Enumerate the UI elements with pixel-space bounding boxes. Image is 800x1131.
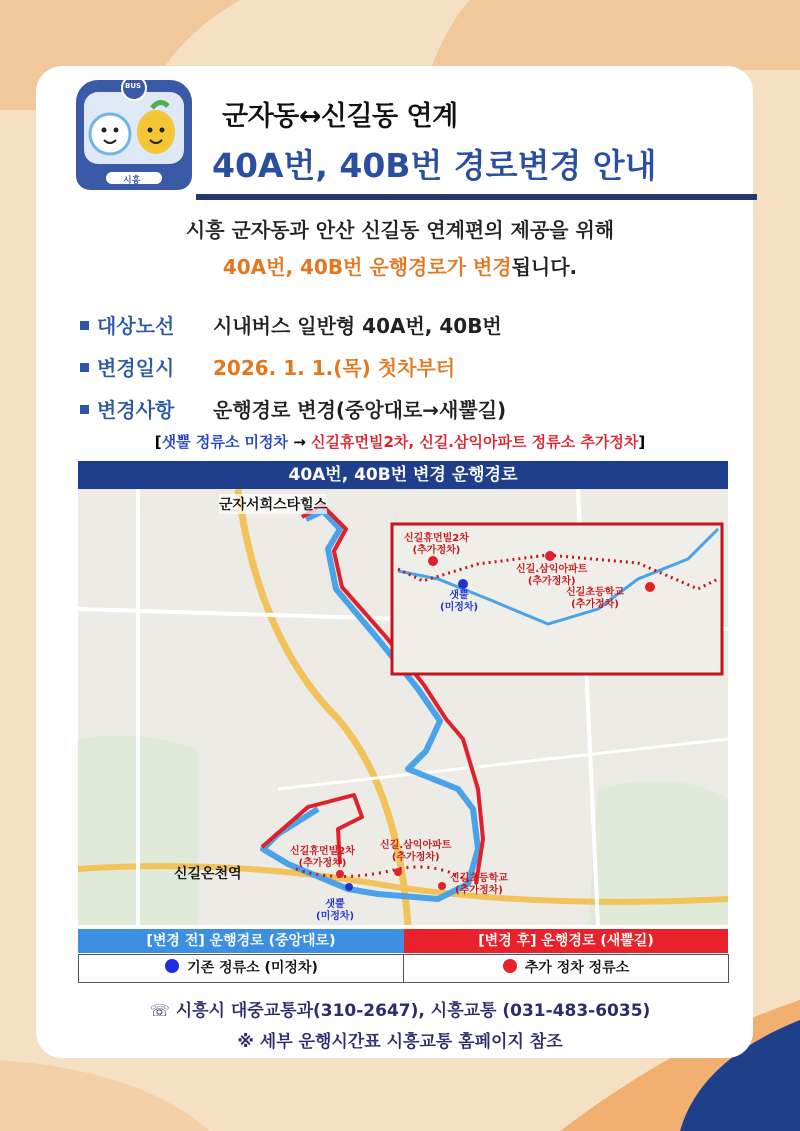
map-stop-humanvill (290, 846, 355, 870)
detail-value: 시내버스 일반형 40A번, 40B번 (213, 314, 502, 338)
square-bullet-icon (80, 321, 89, 330)
detail-value: 운행경로 변경(중앙대로→새뿔길) (213, 398, 507, 422)
phone-icon: ☏ (149, 1001, 170, 1020)
stop-tag: (미정차) (316, 911, 355, 922)
inset-stop-saetppul (440, 590, 478, 614)
stop-name: 신길초등학교 (450, 873, 508, 884)
stop-tag: (미정차) (440, 602, 479, 613)
map-label-singil-station: 신길온천역 (174, 866, 242, 882)
intro-rest: 됩니다. (511, 255, 578, 279)
added-stop-marker (394, 868, 402, 876)
stop-tag: (추가정차) (391, 852, 440, 863)
stop-name: 샛뿔 (449, 590, 469, 601)
stop-name: 신길휴먼빌2차 (404, 533, 469, 544)
footer-contact-text: 시흥시 대중교통과(310-2647), 시흥교통 (031-483-6035) (175, 1001, 651, 1021)
stop-tag: (추가정차) (455, 885, 503, 896)
detail-label: 대상노선 (97, 314, 175, 338)
page-title-line2: 40A번, 40B번 경로변경 안내 (212, 146, 657, 185)
footer-contact (0, 996, 800, 1021)
detail-row-route (80, 310, 502, 339)
stop-name: 샛뿔 (325, 899, 345, 910)
stop-name: 신길초등학교 (566, 587, 624, 598)
map-stop-saetppul (316, 899, 354, 923)
stop-name: 신길.삼익아파트 (380, 840, 452, 851)
added-stop-marker (336, 870, 344, 878)
inset-stop-school (566, 587, 624, 611)
note-removed-stop: 샛뿔 정류소 미정차 (161, 433, 289, 451)
stop-tag: (추가정차) (298, 858, 347, 869)
added-stop-marker (545, 551, 555, 561)
stop-name: 신길휴먼빌2차 (290, 846, 355, 857)
bus-badge-text: BUS (125, 82, 142, 90)
added-stop-marker (645, 582, 655, 592)
legend-after-route: [변경 후] 운행경로 (새뿔길) (404, 929, 728, 953)
added-stop-marker (428, 556, 438, 566)
map-heading: 40A번, 40B번 변경 운행경로 (78, 461, 728, 489)
siheung-logo-text: 시흥 (123, 176, 141, 186)
intro-line2 (0, 251, 800, 280)
intro-line1: 시흥 군자동과 안산 신길동 연계편의 제공을 위해 (185, 218, 615, 242)
red-dot-icon (503, 959, 517, 973)
note-added-stops: 신길휴먼빌2차, 신길.삼익아파트 정류소 추가정차 (311, 433, 639, 451)
square-bullet-icon (80, 363, 89, 372)
route-map (78, 489, 728, 925)
detail-label: 변경일시 (97, 356, 175, 380)
legend-existing-stop-label: 기존 정류소 (미정차) (187, 960, 318, 976)
square-bullet-icon (80, 405, 89, 414)
legend-added-stop-label: 추가 정차 정류소 (524, 960, 630, 976)
detail-label: 변경사항 (97, 398, 175, 422)
removed-stop-marker (458, 579, 468, 589)
removed-stop-marker (345, 883, 353, 891)
inset-stop-humanvill (404, 533, 469, 557)
map-stop-school (450, 873, 508, 897)
legend-added-stop (403, 954, 729, 983)
change-note (0, 431, 800, 452)
note-bracket-open: [ (154, 433, 162, 451)
legend-existing-stop (78, 954, 405, 983)
stop-tag: (추가정차) (412, 545, 461, 556)
stop-tag: (추가정차) (527, 576, 576, 587)
title-divider (196, 194, 757, 200)
legend-before-route: [변경 전] 운행경로 (중앙대로) (78, 929, 404, 953)
note-arrow: → (288, 433, 312, 451)
page-title-line1: 군자동↔신길동 연계 (222, 101, 458, 132)
detail-row-date (80, 352, 455, 381)
blue-dot-icon (165, 959, 179, 973)
intro-highlight: 40A번, 40B번 운행경로가 변경 (222, 255, 512, 279)
stop-tag: (추가정차) (571, 599, 619, 610)
added-stop-marker (438, 882, 446, 890)
bus-logo (76, 80, 192, 190)
footer-note: ※ 세부 운행시간표 시흥교통 홈페이지 참조 (237, 1032, 563, 1052)
stop-name: 신길.삼익아파트 (516, 564, 588, 575)
inset-stop-samik (516, 564, 587, 588)
map-label-gunja: 군자서희스타힐스 (219, 494, 327, 514)
detail-row-change (80, 394, 506, 423)
detail-value: 2026. 1. 1.(목) 첫차부터 (213, 356, 456, 380)
map-stop-samik (380, 840, 451, 864)
note-bracket-close: ] (638, 433, 646, 451)
